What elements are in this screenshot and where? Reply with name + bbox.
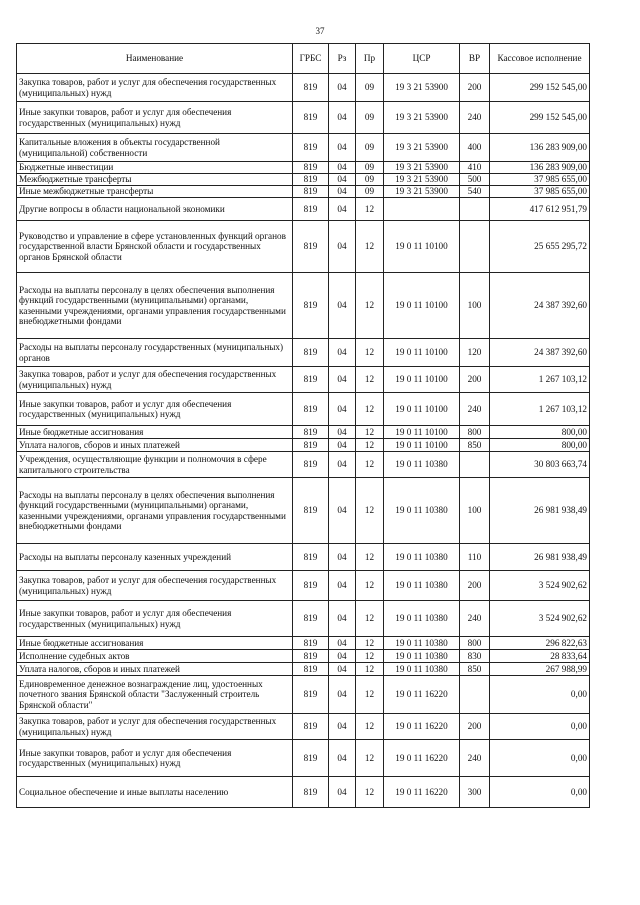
cell-csr: 19 0 11 16220 xyxy=(384,777,460,808)
cell-csr: 19 3 21 53900 xyxy=(384,134,460,162)
cell-pr: 12 xyxy=(356,544,384,571)
cell-name: Расходы на выплаты персоналу казенных учреждений xyxy=(17,544,293,571)
cell-name: Иные бюджетные ассигнования xyxy=(17,637,293,650)
table-body xyxy=(17,74,590,808)
cell-name: Иные бюджетные ассигнования xyxy=(17,426,293,439)
cell-rz: 04 xyxy=(329,102,356,134)
cell-rz: 04 xyxy=(329,221,356,273)
cell-rz: 04 xyxy=(329,478,356,544)
table-row xyxy=(17,740,590,777)
cell-sum: 0,00 xyxy=(490,714,590,740)
cell-grbs: 819 xyxy=(293,544,329,571)
cell-grbs: 819 xyxy=(293,601,329,637)
cell-grbs: 819 xyxy=(293,393,329,426)
cell-pr: 12 xyxy=(356,452,384,478)
cell-rz: 04 xyxy=(329,544,356,571)
header-vr: ВР xyxy=(460,44,490,74)
cell-sum: 37 985 655,00 xyxy=(490,174,590,186)
cell-grbs: 819 xyxy=(293,367,329,393)
cell-pr: 12 xyxy=(356,367,384,393)
cell-pr: 12 xyxy=(356,676,384,714)
cell-name: Единовременное денежное вознаграждение лиц, удостоенных почетного звания Брянской области "Заслуженный строитель Брянской области" xyxy=(17,676,293,714)
table-row xyxy=(17,198,590,221)
table-row xyxy=(17,650,590,663)
cell-vr: 240 xyxy=(460,601,490,637)
header-sum: Кассовое исполнение xyxy=(490,44,590,74)
cell-csr: 19 0 11 10380 xyxy=(384,637,460,650)
cell-pr: 09 xyxy=(356,162,384,174)
cell-grbs: 819 xyxy=(293,134,329,162)
cell-grbs: 819 xyxy=(293,637,329,650)
cell-csr: 19 0 11 10100 xyxy=(384,273,460,339)
cell-grbs: 819 xyxy=(293,676,329,714)
cell-rz: 04 xyxy=(329,426,356,439)
table-row xyxy=(17,339,590,367)
cell-vr: 540 xyxy=(460,186,490,198)
table-row xyxy=(17,74,590,102)
cell-csr: 19 0 11 16220 xyxy=(384,714,460,740)
cell-vr: 240 xyxy=(460,393,490,426)
cell-grbs: 819 xyxy=(293,452,329,478)
cell-rz: 04 xyxy=(329,714,356,740)
cell-grbs: 819 xyxy=(293,478,329,544)
cell-sum: 1 267 103,12 xyxy=(490,367,590,393)
cell-pr: 12 xyxy=(356,650,384,663)
header-csr: ЦСР xyxy=(384,44,460,74)
table-row xyxy=(17,714,590,740)
cell-vr: 200 xyxy=(460,571,490,601)
cell-name: Руководство и управление в сфере установленных функций органов государственной власти Брянской области и государственных органов Брянской области xyxy=(17,221,293,273)
cell-rz: 04 xyxy=(329,439,356,452)
cell-vr: 410 xyxy=(460,162,490,174)
cell-pr: 12 xyxy=(356,273,384,339)
cell-sum: 296 822,63 xyxy=(490,637,590,650)
cell-pr: 12 xyxy=(356,663,384,676)
cell-grbs: 819 xyxy=(293,198,329,221)
cell-pr: 12 xyxy=(356,439,384,452)
cell-sum: 24 387 392,60 xyxy=(490,339,590,367)
cell-sum: 26 981 938,49 xyxy=(490,478,590,544)
cell-rz: 04 xyxy=(329,740,356,777)
cell-csr: 19 0 11 16220 xyxy=(384,740,460,777)
cell-csr: 19 3 21 53900 xyxy=(384,174,460,186)
cell-rz: 04 xyxy=(329,174,356,186)
cell-pr: 09 xyxy=(356,134,384,162)
cell-csr: 19 0 11 10100 xyxy=(384,221,460,273)
cell-rz: 04 xyxy=(329,339,356,367)
cell-vr: 200 xyxy=(460,367,490,393)
cell-name: Закупка товаров, работ и услуг для обеспечения государственных (муниципальных) нужд xyxy=(17,571,293,601)
table-row xyxy=(17,174,590,186)
cell-name: Другие вопросы в области национальной экономики xyxy=(17,198,293,221)
cell-sum: 3 524 902,62 xyxy=(490,571,590,601)
cell-pr: 12 xyxy=(356,637,384,650)
cell-rz: 04 xyxy=(329,393,356,426)
cell-rz: 04 xyxy=(329,777,356,808)
cell-grbs: 819 xyxy=(293,777,329,808)
cell-sum: 0,00 xyxy=(490,740,590,777)
cell-sum: 1 267 103,12 xyxy=(490,393,590,426)
cell-rz: 04 xyxy=(329,273,356,339)
cell-vr: 240 xyxy=(460,102,490,134)
cell-grbs: 819 xyxy=(293,186,329,198)
cell-name: Расходы на выплаты персоналу в целях обеспечения выполнения функций государственными (муниципальными) органами, казенными учреждениями, органами управления государственными внебюджетными фондами xyxy=(17,478,293,544)
cell-sum: 136 283 909,00 xyxy=(490,162,590,174)
cell-name: Исполнение судебных актов xyxy=(17,650,293,663)
cell-grbs: 819 xyxy=(293,740,329,777)
cell-rz: 04 xyxy=(329,601,356,637)
cell-pr: 12 xyxy=(356,393,384,426)
table-row xyxy=(17,777,590,808)
cell-grbs: 819 xyxy=(293,174,329,186)
header-rz: Рз xyxy=(329,44,356,74)
cell-vr: 120 xyxy=(460,339,490,367)
cell-vr: 850 xyxy=(460,663,490,676)
cell-vr xyxy=(460,452,490,478)
cell-name: Закупка товаров, работ и услуг для обеспечения государственных (муниципальных) нужд xyxy=(17,714,293,740)
cell-pr: 12 xyxy=(356,740,384,777)
cell-csr: 19 0 11 16220 xyxy=(384,676,460,714)
cell-sum: 800,00 xyxy=(490,426,590,439)
cell-sum: 299 152 545,00 xyxy=(490,74,590,102)
table-row xyxy=(17,601,590,637)
cell-vr: 400 xyxy=(460,134,490,162)
cell-sum: 3 524 902,62 xyxy=(490,601,590,637)
cell-grbs: 819 xyxy=(293,162,329,174)
cell-rz: 04 xyxy=(329,134,356,162)
cell-name: Закупка товаров, работ и услуг для обеспечения государственных (муниципальных) нужд xyxy=(17,74,293,102)
cell-name: Бюджетные инвестиции xyxy=(17,162,293,174)
cell-csr: 19 0 11 10100 xyxy=(384,393,460,426)
cell-csr: 19 0 11 10380 xyxy=(384,571,460,601)
cell-name: Иные закупки товаров, работ и услуг для обеспечения государственных (муниципальных) нужд xyxy=(17,102,293,134)
cell-vr: 100 xyxy=(460,478,490,544)
cell-csr: 19 0 11 10100 xyxy=(384,439,460,452)
cell-grbs: 819 xyxy=(293,426,329,439)
cell-vr xyxy=(460,221,490,273)
cell-name: Закупка товаров, работ и услуг для обеспечения государственных (муниципальных) нужд xyxy=(17,367,293,393)
table-row xyxy=(17,393,590,426)
table-row xyxy=(17,426,590,439)
cell-grbs: 819 xyxy=(293,339,329,367)
cell-sum: 26 981 938,49 xyxy=(490,544,590,571)
cell-vr: 110 xyxy=(460,544,490,571)
header-name: Наименование xyxy=(17,44,293,74)
cell-csr: 19 0 11 10100 xyxy=(384,367,460,393)
cell-name: Учреждения, осуществляющие функции и полномочия в сфере капитального строительства xyxy=(17,452,293,478)
cell-vr: 500 xyxy=(460,174,490,186)
cell-pr: 12 xyxy=(356,777,384,808)
cell-csr: 19 3 21 53900 xyxy=(384,74,460,102)
cell-name: Уплата налогов, сборов и иных платежей xyxy=(17,663,293,676)
cell-pr: 09 xyxy=(356,174,384,186)
table-header xyxy=(17,44,590,74)
cell-pr: 09 xyxy=(356,186,384,198)
cell-name: Уплата налогов, сборов и иных платежей xyxy=(17,439,293,452)
cell-rz: 04 xyxy=(329,186,356,198)
cell-vr xyxy=(460,198,490,221)
cell-grbs: 819 xyxy=(293,714,329,740)
cell-sum: 136 283 909,00 xyxy=(490,134,590,162)
cell-name: Социальное обеспечение и иные выплаты населению xyxy=(17,777,293,808)
cell-rz: 04 xyxy=(329,663,356,676)
cell-name: Межбюджетные трансферты xyxy=(17,174,293,186)
cell-pr: 12 xyxy=(356,339,384,367)
cell-grbs: 819 xyxy=(293,273,329,339)
cell-grbs: 819 xyxy=(293,439,329,452)
page-number: 37 xyxy=(315,26,325,36)
cell-rz: 04 xyxy=(329,452,356,478)
cell-pr: 12 xyxy=(356,221,384,273)
cell-name: Иные межбюджетные трансферты xyxy=(17,186,293,198)
cell-sum: 37 985 655,00 xyxy=(490,186,590,198)
cell-pr: 12 xyxy=(356,198,384,221)
table-row xyxy=(17,571,590,601)
cell-grbs: 819 xyxy=(293,74,329,102)
cell-vr xyxy=(460,676,490,714)
table-row xyxy=(17,676,590,714)
cell-sum: 30 803 663,74 xyxy=(490,452,590,478)
table-row xyxy=(17,273,590,339)
cell-rz: 04 xyxy=(329,571,356,601)
cell-sum: 25 655 295,72 xyxy=(490,221,590,273)
table-row xyxy=(17,162,590,174)
cell-sum: 28 833,64 xyxy=(490,650,590,663)
cell-vr: 100 xyxy=(460,273,490,339)
table-row xyxy=(17,102,590,134)
cell-csr: 19 0 11 10380 xyxy=(384,601,460,637)
cell-rz: 04 xyxy=(329,637,356,650)
header-row xyxy=(17,44,590,74)
cell-vr: 300 xyxy=(460,777,490,808)
table-row xyxy=(17,439,590,452)
cell-grbs: 819 xyxy=(293,663,329,676)
cell-csr: 19 0 11 10100 xyxy=(384,339,460,367)
cell-pr: 12 xyxy=(356,714,384,740)
table-row xyxy=(17,544,590,571)
header-pr: Пр xyxy=(356,44,384,74)
table-row xyxy=(17,134,590,162)
cell-pr: 09 xyxy=(356,74,384,102)
cell-grbs: 819 xyxy=(293,650,329,663)
cell-csr: 19 0 11 10380 xyxy=(384,663,460,676)
cell-vr: 200 xyxy=(460,74,490,102)
cell-vr: 240 xyxy=(460,740,490,777)
header-grbs: ГРБС xyxy=(293,44,329,74)
cell-grbs: 819 xyxy=(293,571,329,601)
cell-pr: 12 xyxy=(356,571,384,601)
cell-rz: 04 xyxy=(329,162,356,174)
budget-execution-table xyxy=(16,43,590,808)
cell-csr: 19 3 21 53900 xyxy=(384,186,460,198)
cell-name: Иные закупки товаров, работ и услуг для обеспечения государственных (муниципальных) нужд xyxy=(17,393,293,426)
cell-name: Расходы на выплаты персоналу государственных (муниципальных) органов xyxy=(17,339,293,367)
cell-vr: 800 xyxy=(460,426,490,439)
cell-sum: 0,00 xyxy=(490,777,590,808)
cell-vr: 850 xyxy=(460,439,490,452)
cell-csr: 19 0 11 10380 xyxy=(384,544,460,571)
cell-csr xyxy=(384,198,460,221)
cell-sum: 267 988,99 xyxy=(490,663,590,676)
cell-name: Расходы на выплаты персоналу в целях обеспечения выполнения функций государственными (муниципальными) органами, казенными учреждениями, органами управления государственными внебюджетными фондами xyxy=(17,273,293,339)
table-row xyxy=(17,478,590,544)
cell-name: Иные закупки товаров, работ и услуг для обеспечения государственных (муниципальных) нужд xyxy=(17,601,293,637)
cell-rz: 04 xyxy=(329,650,356,663)
cell-name: Капитальные вложения в объекты государственной (муниципальной) собственности xyxy=(17,134,293,162)
cell-rz: 04 xyxy=(329,74,356,102)
cell-csr: 19 3 21 53900 xyxy=(384,102,460,134)
cell-sum: 0,00 xyxy=(490,676,590,714)
cell-csr: 19 0 11 10380 xyxy=(384,452,460,478)
cell-pr: 12 xyxy=(356,478,384,544)
table-row xyxy=(17,367,590,393)
cell-name: Иные закупки товаров, работ и услуг для обеспечения государственных (муниципальных) нужд xyxy=(17,740,293,777)
cell-pr: 12 xyxy=(356,601,384,637)
cell-rz: 04 xyxy=(329,676,356,714)
cell-sum: 299 152 545,00 xyxy=(490,102,590,134)
table-row xyxy=(17,663,590,676)
table-row xyxy=(17,452,590,478)
cell-grbs: 819 xyxy=(293,221,329,273)
cell-rz: 04 xyxy=(329,367,356,393)
cell-sum: 800,00 xyxy=(490,439,590,452)
cell-sum: 417 612 951,79 xyxy=(490,198,590,221)
cell-vr: 800 xyxy=(460,637,490,650)
cell-sum: 24 387 392,60 xyxy=(490,273,590,339)
cell-csr: 19 3 21 53900 xyxy=(384,162,460,174)
table-row xyxy=(17,637,590,650)
table-row xyxy=(17,186,590,198)
cell-csr: 19 0 11 10380 xyxy=(384,478,460,544)
cell-csr: 19 0 11 10380 xyxy=(384,650,460,663)
cell-vr: 200 xyxy=(460,714,490,740)
cell-grbs: 819 xyxy=(293,102,329,134)
cell-pr: 12 xyxy=(356,426,384,439)
cell-rz: 04 xyxy=(329,198,356,221)
cell-csr: 19 0 11 10100 xyxy=(384,426,460,439)
cell-vr: 830 xyxy=(460,650,490,663)
table-row xyxy=(17,221,590,273)
cell-pr: 09 xyxy=(356,102,384,134)
